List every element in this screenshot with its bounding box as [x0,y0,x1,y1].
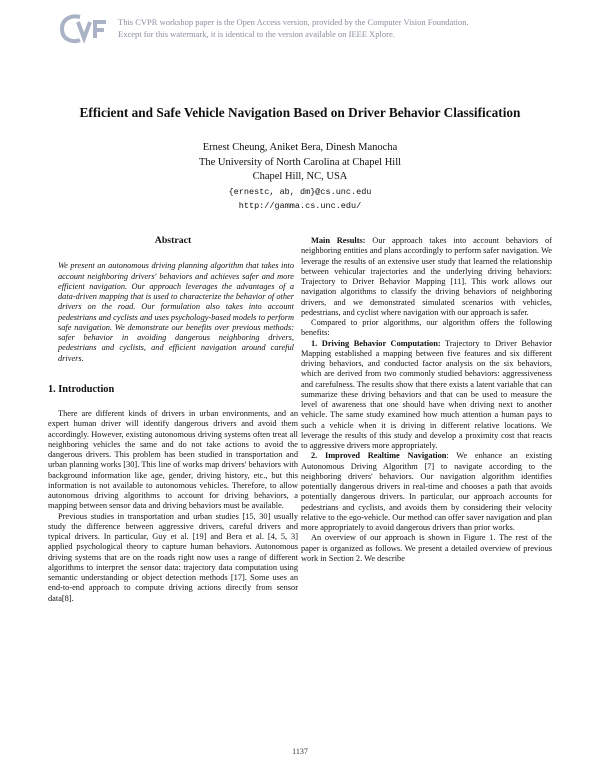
author-names: Ernest Cheung, Aniket Bera, Dinesh Manocha [202,142,398,153]
watermark-line-1: This CVPR workshop paper is the Open Access version, provided by the Computer Vision Foundation. [118,17,469,27]
intro-paragraph-1: There are different kinds of drivers in urban environments, and an expert human driver will identify dangerous drivers and avoid them accordingly. However, existing autonomous driving systems often treat all neighboring vehicles the same and do not take actions to avoid the dangerous drivers. This problem has been studied in transportation and urban planning works [30]. This line of works map drivers' behaviors with background information like age, gender, driving history, etc., but this information is not available to autonomous vehicles. Therefore, to allow autonomous driving algorithms to account for driving behaviors, a mapping between sensor data and driving behaviors must be available. [48,409,298,511]
benefit-2-text: : We enhance an existing Autonomous Driving Algorithm [7] to navigate according to the neighboring drivers' behaviors. Our navigation algorithm identifies potentially dangerous drivers in real-time and chooses a path that avoids potentially dangerous drivers. In particular, our approach accounts for pedestrians and cyclists, and avoids them by considering their velocity relative to the ego-vehicle. Our method can offer saver navigation and plan more appropriately to avoid dangerous drivers than prior works. [301,451,552,532]
benefit-1-label: 1. Driving Behavior Computation: [311,338,441,348]
right-column [301,236,552,564]
paper-title: Efficient and Safe Vehicle Navigation Based on Driver Behavior Classification [79,105,521,120]
left-column [48,236,298,604]
main-results-text: Our approach takes into account behaviors of neighboring entities and plans accordingly to perform safer navigation. We leverage the results of an extensive user study that learned the relationship between vehicular trajectories and the underlying driving behaviors: Trajectory to Driver Behavior Mapping [11]. This work allows our navigation algorithms to classify the driving behaviors of neighboring drivers, and we demonstrated simulated scenarios with vehicles, pedestrians, and cyclist where navigation with our approach is safer. [301,236,552,317]
intro-paragraph-2: Previous studies in transportation and urban studies [15, 30] usually study the difference between aggressive drivers, careful drivers and typical drivers. In particular, Guy et al. [19] and Bera et al. [4, 5, 3] applied psychological theory to capture human behaviors. Autonomous driving systems that are on the roads right now uses a range of different algorithms to interpret the sensor data: trajectory data computation using semantic understanding or object detection methods [17]. Some uses an end-to-end approach to compute driving actions directly from sensor data[8]. [48,511,298,603]
benefit-2-label: 2. Improved Realtime Navigation [311,451,447,461]
benefits-intro: Compared to prior algorithms, our algorithm offers the following benefits: [301,318,552,338]
overview-paragraph: An overview of our approach is shown in Figure 1. The rest of the paper is organized as follows. We present a detailed overview of previous work in Section 2. We describe [301,533,552,563]
main-results-paragraph [301,236,552,318]
affiliation: The University of North Carolina at Chapel Hill [198,156,402,168]
section-heading-introduction: 1. Introduction [48,383,115,395]
open-access-watermark [118,16,558,40]
benefit-1-paragraph [301,339,552,452]
abstract-text: We present an autonomous driving planning algorithm that takes into account neighboring drivers' behaviors and achieves safer and more efficient navigation. Our approach leverages the advantages of a data-driven mapping that is used to characterize the behavior of other drivers on the road. Our formulation also takes into account pedestrians and cyclists and uses psychology-based models to perform safe navigation. We demonstrate our benefits over previous methods: safer behavior in avoiding dangerous neighboring drivers, pedestrians and cyclists, and efficient navigation around careful drivers. [58,261,294,363]
main-results-label: Main Results: [311,236,366,245]
benefit-1-text: Trajectory to Driver Behavior Mapping established a mapping between five features and six different driving behaviors, and conducted factor analysis on the six behaviors, which are derived from two commonly studied behaviors: aggressiveness and carefulness. The results show that there exists a latent variable that can summarize these driving behaviors and that can be used to measure the level of awareness that one should have when driving next to another vehicle. The same study examined how much attention a human pays to such a vehicle when it is driving in different relative locations. We leverage the results of this study and develop a proximity cost that reacts to aggressive drivers more appropriately. [301,338,553,450]
location: Chapel Hill, NC, USA [252,171,348,182]
cvf-logo [58,14,110,44]
author-block [0,141,600,213]
email: {ernestc, ab, dm}@cs.unc.edu [228,186,372,197]
watermark-line-2: Except for this watermark, it is identical to the version available on IEEE Xplore. [118,29,395,39]
project-url: http://gamma.cs.unc.edu/ [238,200,362,211]
abstract-heading: Abstract [154,235,192,246]
benefit-2-paragraph [301,451,552,533]
page-number: 1137 [292,747,308,756]
